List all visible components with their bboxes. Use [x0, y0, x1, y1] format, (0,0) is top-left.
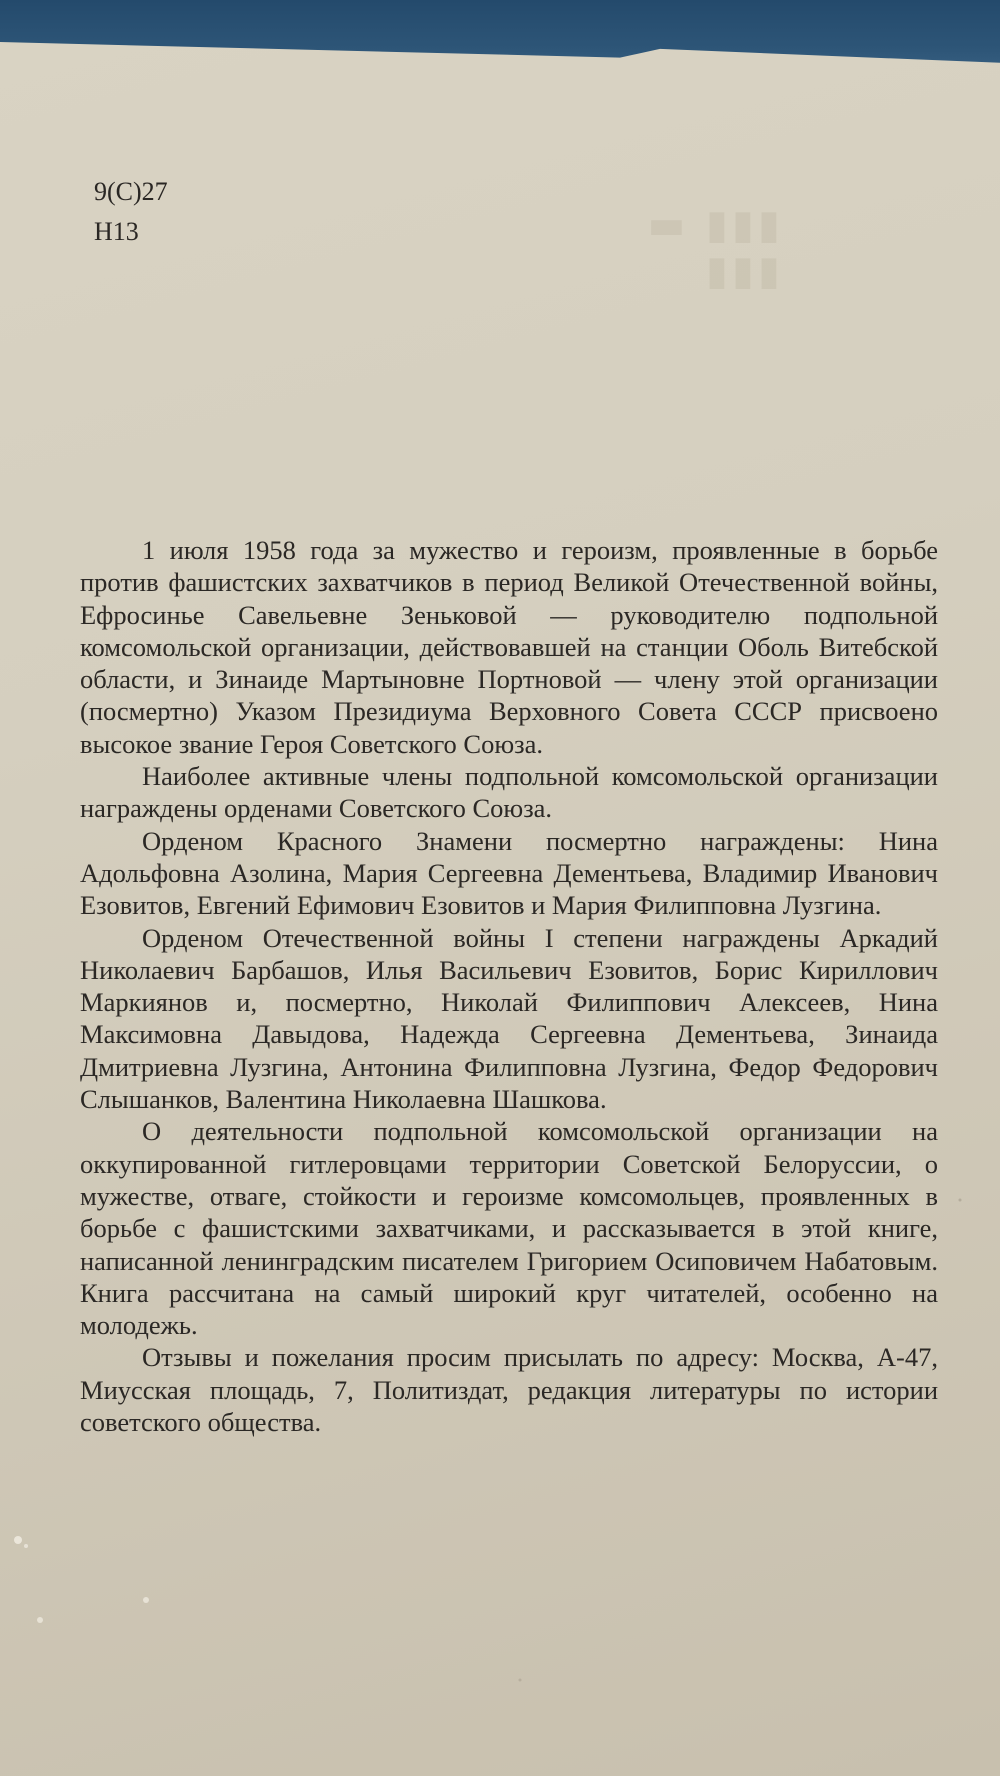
paragraph-feedback-address: Отзывы и пожелания просим присылать по адресу: Москва, А-47, Миусская площадь, 7, Политиздат, редакция литературы по истории советского общества.: [80, 1342, 938, 1438]
paragraph-book-description: О деятельности подпольной комсомольской организации на оккупированной гитлеровцами территории Советской Белоруссии, о мужестве, отваге, стойкости и героизме комсомольцев, проявленных в борьбе с фашистскими захватчиками, и рассказывается в этой книге, написанной ленинградским писателем Григорием Осиповичем Набатовым. Книга рассчитана на самый широкий круг читателей, особенно на молодежь.: [80, 1116, 938, 1341]
paragraph-active-members: Наиболее активные члены подпольной комсомольской организации награждены орденами Советского Союза.: [80, 761, 938, 824]
paragraph-red-banner: Орденом Красного Знамени посмертно награждены: Нина Адольфовна Азолина, Мария Сергеевна Дементьева, Владимир Иванович Езовитов, Евгений Ефимович Езовитов и Мария Филипповна Лузгина.: [80, 825, 938, 921]
paragraph-patriotic-war: Орденом Отечественной войны I степени награждены Аркадий Николаевич Барбашов, Илья Васильевич Езовитов, Борис Кириллович Маркиянов и, посмертно, Николай Филиппович Алексеев, Нина Максимовна Давыдова, Надежда Сергеевна Дементьева, Зинаида Дмитриевна Лузгина, Антонина Филипповна Лузгина, Федор Федорович Слышанков, Валентина Николаевна Шашкова.: [80, 922, 938, 1115]
classification-block: [94, 172, 168, 252]
bleed-through-shadow: ▮▮▮ ▬ ▮▮▮: [643, 202, 780, 294]
annotation-text: [80, 534, 938, 1438]
author-mark: Н13: [94, 217, 139, 246]
paragraph-award-heroes: 1 июля 1958 года за мужество и героизм, проявленные в борьбе против фашистских захватчиков в период Великой Отечественной войны, Ефросинье Савельевне Зеньковой — руководителю подпольной комсомольской организации, действовавшей на станции Оболь Витебской области, и Зинаиде Мартыновне Портновой — члену этой организации (посмертно) Указом Президиума Верховного Совета СССР присвоено высокое звание Героя Советского Союза.: [80, 535, 938, 759]
bbk-code: 9(С)27: [94, 177, 168, 206]
